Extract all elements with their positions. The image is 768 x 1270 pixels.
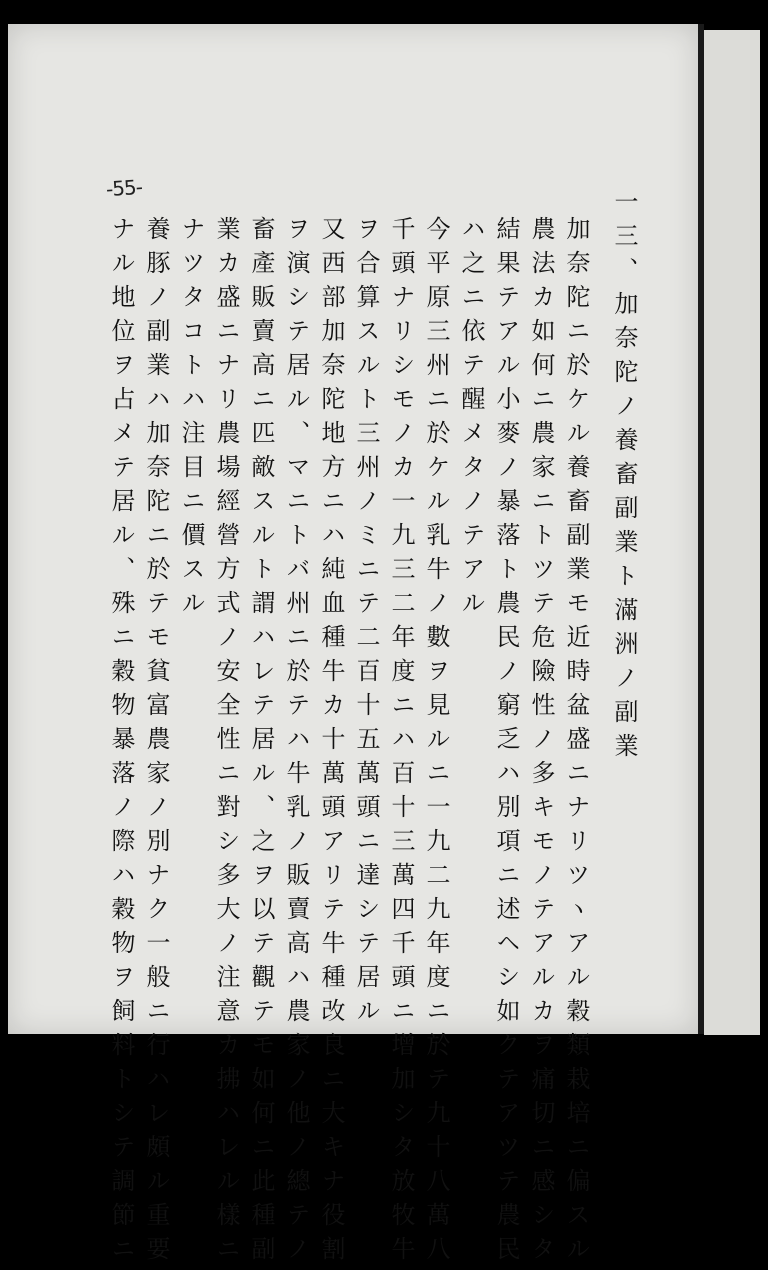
section-heading: 一三、加奈陀ノ養畜副業ト滿洲ノ副業 [610, 189, 638, 767]
text-line: 又西部加奈陀地方ニハ純血種牛カ十萬頭アリテ牛種改良ニ大キナ役割 [317, 216, 345, 1270]
text-line: 養豚ノ副業ハ加奈陀ニ於テモ貧富農家ノ別ナク一般ニ行ハレ頗ル重要 [142, 216, 170, 1270]
text-line: 千頭ナリシモノカ一九三二年度ニハ百十三萬四千頭ニ增加シタ放牧牛 [387, 216, 415, 1270]
text-line: ナツタコトハ注目ニ價スル [177, 216, 205, 624]
document-page [8, 24, 698, 1270]
text-line: 農法カ如何ニ農家ニトツテ危險性ノ多キモノテアルカヲ痛切ニ感シタ [527, 216, 555, 1270]
text-line: 業カ盛ニナリ農場經營方式ノ安全性ニ對シ多大ノ注意カ拂ハレル樣ニ [212, 216, 240, 1270]
text-line: ヲ合算スルト三州ノミニテ二百十五萬頭ニ達シテ居ル [352, 216, 380, 1032]
text-line: ヲ演シテ居ル、マニトバ州ニ於テハ牛乳ノ販賣高ハ農家ノ他ノ總テノ [282, 216, 310, 1270]
text-line: ハ之ニ依テ醒メタノテアル [457, 216, 485, 624]
text-line: 畜產販賣高ニ匹敵スルト謂ハレテ居ル、之ヲ以テ觀テモ如何ニ此種副 [247, 216, 275, 1270]
text-line: 結果テアル小麥ノ暴落ト農民ノ窮乏ハ別項ニ述ヘシ如クテアツテ農民 [492, 216, 520, 1270]
page-number: -55- [105, 174, 143, 202]
text-line: 加奈陀ニ於ケル養畜副業モ近時盆盛ニナリツヽアル穀類栽培ニ偏スル [562, 216, 590, 1270]
adjacent-page-edge [704, 30, 760, 1035]
text-line: 今平原三州ニ於ケル乳牛ノ數ヲ見ルニ一九二九年度ニ於テ九十八萬八 [422, 216, 450, 1270]
text-line: ナル地位ヲ占メテ居ル、殊ニ穀物暴落ノ際ハ穀物ヲ飼料トシテ調節ニ [107, 216, 135, 1270]
